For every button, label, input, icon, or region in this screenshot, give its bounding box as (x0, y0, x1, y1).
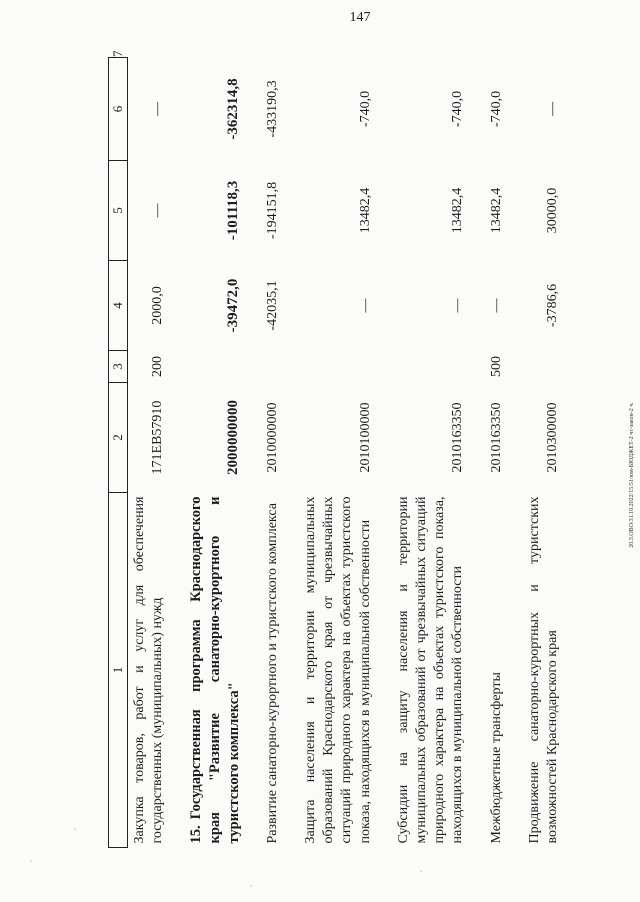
row-kvr (173, 351, 250, 383)
row-code: 2010163350 (450, 402, 466, 473)
table-row (512, 58, 568, 848)
column-header: 4 (109, 261, 128, 351)
row-col6: 13482,4 (488, 187, 504, 234)
row-name: Межбюджетные трансферты (488, 672, 504, 844)
row-col7: -433190,3 (264, 80, 280, 138)
row-col6: 30000,0 (544, 187, 560, 234)
row-kvr (381, 351, 474, 383)
row-col7: -740,0 (450, 90, 466, 128)
row-code: 171EB57910 (150, 400, 166, 475)
row-col6: — (150, 203, 166, 218)
scan-speck (30, 860, 32, 862)
row-col6: 13482,4 (357, 187, 373, 234)
scan-speck (420, 870, 422, 872)
row-col7: -740,0 (357, 90, 373, 128)
column-header: 6 (109, 58, 128, 161)
row-code: 2010300000 (544, 402, 560, 473)
table-row (474, 58, 512, 848)
row-code: 2000000000 (225, 400, 242, 475)
column-header: 2 (109, 383, 128, 493)
row-kvr: 200 (150, 356, 166, 377)
row-kvr (250, 351, 288, 383)
row-col5: -3786,6 (544, 283, 560, 328)
row-col5: 2000,0 (150, 286, 166, 325)
row-code: 2010100000 (357, 402, 373, 473)
scan-speck (74, 828, 76, 830)
row-name (173, 493, 250, 848)
row-col5: — (450, 298, 466, 313)
budget-table-rotated (108, 50, 608, 848)
program-title: Государственная программа Краснодарского края "Развитие санаторно-курортного и туристского комплекса" (188, 496, 243, 844)
row-col7: -362314,8 (225, 78, 242, 140)
row-kvr (512, 351, 568, 383)
row-col5: — (488, 298, 504, 313)
row-kvr: 500 (488, 356, 504, 377)
column-header: 1 (109, 493, 128, 848)
row-col7: — (544, 102, 560, 116)
row-col7: — (150, 102, 166, 116)
row-name: Закупка товаров, работ и услуг для обеспечения государственных (муниципальных) нужд (132, 496, 166, 844)
row-code: 2010000000 (264, 402, 280, 473)
row-col7: -740,0 (488, 90, 504, 128)
document-footer-code: 20.3.OBO/31.10.2022/15:51/юм-БЮДЖЕТ-2 чт-закон-2 ч. (629, 402, 635, 548)
row-col6: -194151,8 (264, 181, 280, 240)
table-row (288, 58, 381, 848)
row-col6: 13482,4 (450, 187, 466, 234)
column-header: 5 (109, 161, 128, 261)
row-name: Развитие санаторно-курортного и туристского комплекса (264, 503, 280, 844)
page-number: 147 (349, 10, 371, 25)
row-name: Защита населения и территории муниципальных образований Краснодарского края от чрезвычайных ситуаций природного характера на объектах туристского показа, находящихся в муниципальной собственности (303, 496, 373, 844)
row-name: Продвижение санаторно-курортных и туристских возможностей Краснодарского края (526, 496, 560, 844)
column-header: 3 (109, 351, 128, 383)
row-col5: -39472,0 (225, 278, 242, 333)
row-col6: -101118,3 (225, 180, 242, 241)
table-row (128, 58, 174, 848)
row-col5: -42035,1 (264, 280, 280, 331)
row-code: 2010163350 (488, 402, 504, 473)
scan-speck (250, 885, 252, 887)
program-number: 15. (188, 825, 205, 844)
table-row-program (173, 58, 250, 848)
row-name: Субсидии на защиту населения и территории муниципальных образований от чрезвычайных ситуаций природного характера на объектах туристского показа, находящихся в муниципальной собственности (395, 496, 466, 844)
table-row (250, 58, 288, 848)
budget-table (108, 50, 568, 848)
row-col5: — (357, 298, 373, 313)
table-row (381, 58, 474, 848)
row-kvr (288, 351, 381, 383)
table-header-row: 1 2 3 4 5 6 7 (109, 58, 128, 848)
